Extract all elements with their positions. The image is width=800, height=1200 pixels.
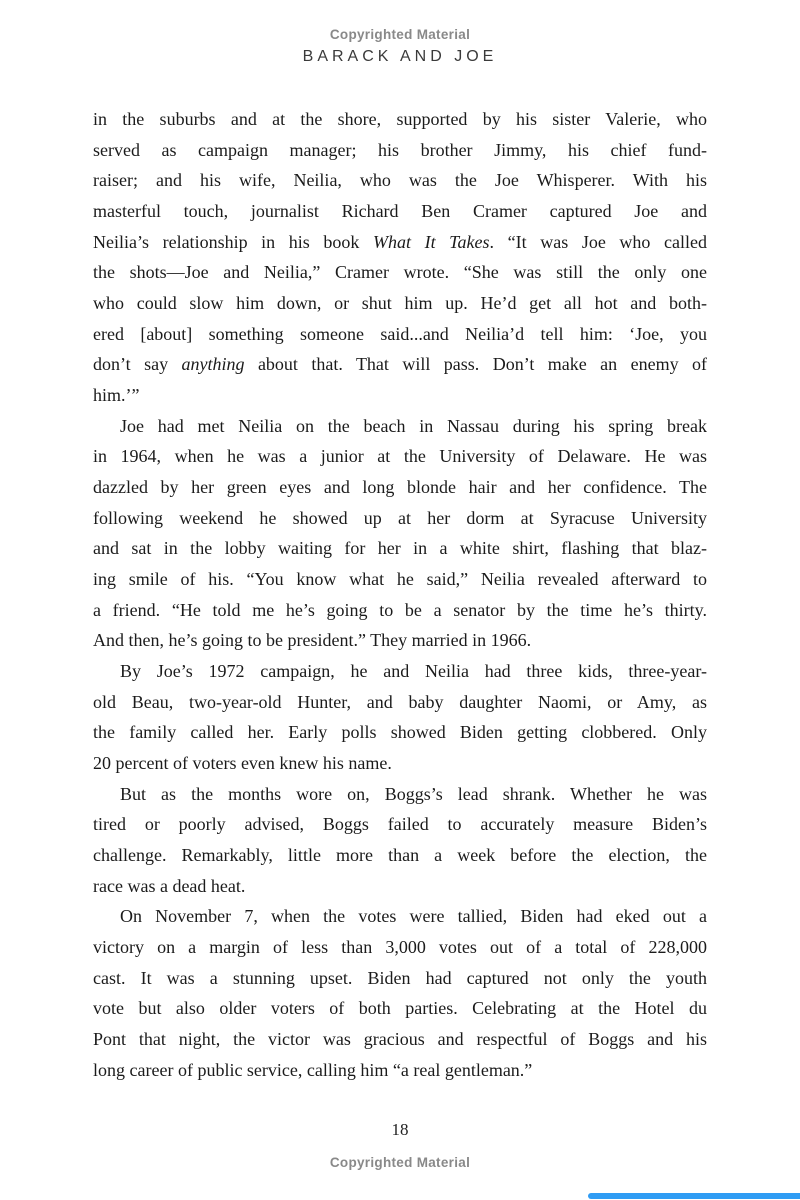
text-line: But as the months wore on, Boggs’s lead shrank. Whether he was [120,783,707,804]
text-line: victory on a margin of less than 3,000 votes out of a total of 228,000 [93,937,707,958]
bottom-copyright-notice: Copyrighted Material [329,1155,471,1170]
text-line: ing smile of his. “You know what he said,” Neilia revealed afterward to [93,569,707,590]
scroll-indicator-bar[interactable] [588,1193,800,1199]
text-line: following weekend he showed up at her dorm at Syracuse University [93,507,707,528]
text-line: And then, he’s going to be president.” They married in 1966. [93,630,532,651]
text-line: By Joe’s 1972 campaign, he and Neilia had three kids, three-year- [120,661,707,682]
paragraph [93,104,707,411]
text-line: vote but also older voters of both parties. Celebrating at the Hotel du [93,998,707,1019]
text-line: race was a dead heat. [93,875,246,896]
text-line: dazzled by her green eyes and long blonde hair and her confidence. The [93,477,707,498]
page-number: 18 [391,1120,409,1139]
text-line: cast. It was a stunning upset. Biden had captured not only the youth [93,967,707,988]
top-copyright-notice: Copyrighted Material [329,27,471,42]
running-head: BARACK AND JOE [302,48,498,65]
paragraph [93,901,707,1085]
text-line: Neilia’s relationship in his book What It Takes. “It was Joe who called [93,231,707,252]
paragraph [93,779,707,902]
text-line: served as campaign manager; his brother Jimmy, his chief fund- [93,139,707,160]
text-line: him.’” [93,385,140,406]
text-line: 20 percent of voters even knew his name. [93,753,392,774]
text-line: in the suburbs and at the shore, supported by his sister Valerie, who [93,109,707,129]
text-line: masterful touch, journalist Richard Ben Cramer captured Joe and [93,201,707,222]
text-line: On November 7, when the votes were tallied, Biden had eked out a [120,906,707,927]
text-line: who could slow him down, or shut him up. He’d get all hot and both- [93,293,707,314]
text-line: the shots—Joe and Neilia,” Cramer wrote. “She was still the only one [93,262,707,283]
text-line: the family called her. Early polls showed Biden getting clobbered. Only [93,722,707,743]
text-line: tired or poorly advised, Boggs failed to accurately measure Biden’s [93,814,707,835]
text-line: Pont that night, the victor was gracious and respectful of Boggs and his [93,1029,707,1050]
body-text [93,104,707,1086]
text-line: old Beau, two-year-old Hunter, and baby daughter Naomi, or Amy, as [93,691,707,712]
text-line: in 1964, when he was a junior at the University of Delaware. He was [93,446,707,467]
text-line: ered [about] something someone said...and Neilia’d tell him: ‘Joe, you [93,323,707,344]
text-line: raiser; and his wife, Neilia, who was the Joe Whisperer. With his [93,170,707,191]
paragraph [93,411,707,656]
text-line: a friend. “He told me he’s going to be a senator by the time he’s thirty. [93,599,707,620]
text-line: Joe had met Neilia on the beach in Nassau during his spring break [120,415,707,436]
text-line: don’t say anything about that. That will pass. Don’t make an enemy of [93,354,707,375]
paragraph [93,656,707,779]
text-line: challenge. Remarkably, little more than a week before the election, the [93,845,707,866]
text-line: long career of public service, calling him “a real gentleman.” [93,1059,533,1080]
text-line: and sat in the lobby waiting for her in a white shirt, flashing that blaz- [93,538,707,559]
